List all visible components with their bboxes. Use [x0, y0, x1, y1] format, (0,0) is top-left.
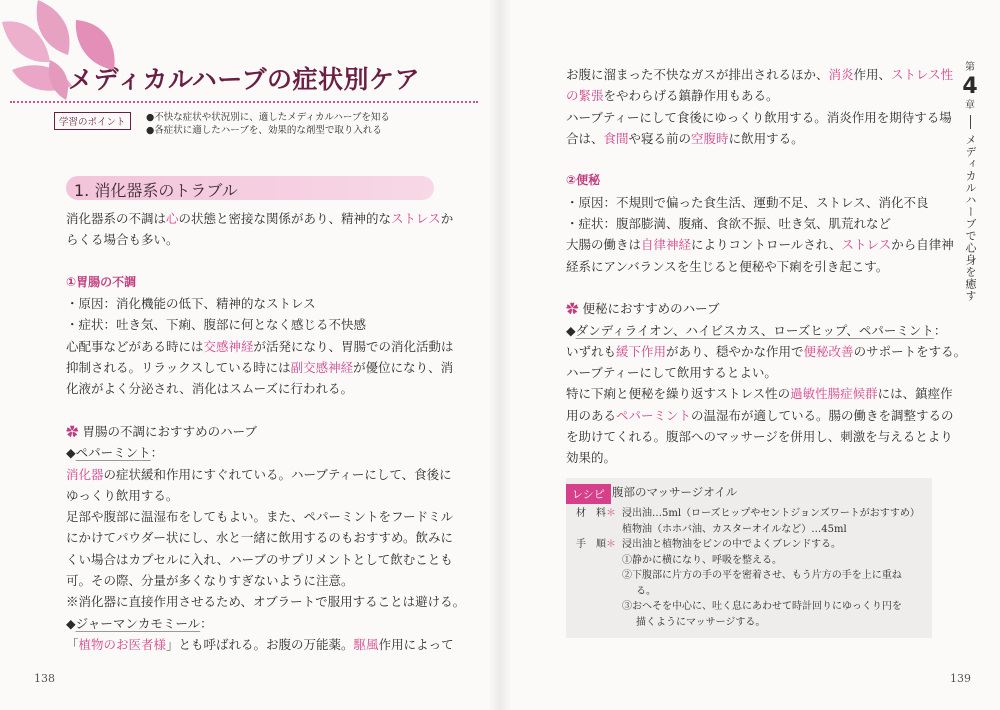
text-line	[66, 591, 465, 612]
continuation-paragraph	[566, 64, 966, 149]
highlight-term: 過敏性腸症候群	[790, 386, 878, 402]
learning-points-list	[146, 111, 390, 137]
highlight-term: 食間	[603, 130, 629, 146]
highlight-term: 副交感神経	[290, 360, 354, 376]
highlight-term: 植物のお医者様	[78, 636, 167, 652]
chapter-tab	[960, 62, 980, 306]
learning-point: ●不快な症状や状況別に、適したメディカルハーブを知る	[146, 112, 390, 123]
text-line	[566, 64, 966, 85]
text-run: のサポートをする。	[853, 343, 967, 359]
text-run: から自律神	[891, 237, 954, 253]
text-line	[66, 570, 465, 591]
text-line	[566, 256, 966, 277]
text-line	[566, 192, 966, 213]
text-run: ◆	[66, 615, 76, 631]
text-line	[566, 213, 966, 234]
text-run: 化液がよく分泌され、消化はスムーズに行われる。	[66, 381, 354, 397]
text-run: が優位になり、消	[353, 360, 454, 376]
stomach-paragraph	[66, 293, 465, 399]
text-run: ハーブティーにして飲用するとよい。	[566, 365, 777, 381]
text-run: 作用によって	[378, 636, 454, 652]
text-run: ・症状：腹部膨満、腹痛、食欲不振、吐き気、肌荒れなど	[566, 216, 892, 232]
step-line: ②下腹部に片方の手の平を密着させ、もう片方の手を上に重ね	[622, 570, 902, 581]
chapter-number: 4	[962, 74, 978, 99]
text-run: の状態と密接な関係があり、精神的な	[178, 211, 392, 226]
intro-paragraph	[66, 208, 465, 251]
text-run: 大腸の働きは	[566, 237, 642, 253]
text-line	[566, 85, 966, 106]
text-line	[566, 362, 966, 383]
highlight-term: 駆風	[353, 636, 379, 652]
title-divider	[10, 101, 478, 103]
section-heading-text: 1. 消化器系のトラブル	[74, 181, 238, 200]
text-run: いずれも	[566, 343, 617, 359]
constipation-herbs-paragraph	[566, 320, 966, 469]
recipe-title: 腹部のマッサージオイル	[612, 485, 738, 499]
herb-subheading	[66, 421, 465, 442]
text-run: に飲用する。	[728, 130, 804, 146]
herb-name: ダンディライオン、ハイビスカス、ローズヒップ、ペパーミント	[575, 322, 934, 338]
text-line	[66, 336, 465, 357]
text-line	[566, 341, 966, 362]
text-run: ：	[200, 615, 213, 631]
text-run: くい場合はカプセルに入れ、ハーブのサプリメントとして飲むことも	[66, 551, 453, 567]
highlight-term: 消化器	[66, 466, 104, 482]
text-run: をやわらげる鎮静作用もある。	[603, 88, 779, 104]
text-line	[66, 314, 465, 335]
highlight-term: ストレス性	[891, 67, 954, 82]
text-run: ：	[150, 445, 164, 461]
material-item: 浸出油…5ml（ローズヒップやセントジョンズワートがおすすめ）	[622, 508, 920, 519]
chapter-dai: 第	[965, 62, 975, 73]
highlight-term: 心	[166, 211, 179, 226]
text-line	[66, 527, 465, 548]
herb-subheading-text: 胃腸の不調におすすめのハーブ	[82, 423, 258, 439]
text-line	[566, 405, 966, 426]
highlight-term: ストレス	[841, 237, 892, 253]
text-line	[66, 293, 465, 314]
text-run: 用のある	[566, 407, 617, 423]
text-run: 合は、	[566, 130, 604, 146]
text-line	[566, 320, 966, 341]
text-line	[66, 357, 465, 378]
text-run: ※消化器に直接作用させるため、オブラートで服用することは避ける。	[66, 594, 466, 610]
text-line	[566, 234, 966, 255]
subheading-stomach: ①胃腸の不調	[66, 274, 137, 289]
text-run: 効果的。	[566, 450, 617, 466]
text-line	[66, 549, 465, 570]
materials-label: 材 料＊	[576, 508, 616, 519]
text-run: の温湿布が適している。腸の働きを調整するの	[691, 407, 954, 423]
text-run: か	[440, 211, 454, 226]
text-run: 可。その際、分量が多くなりすぎないように注意。	[66, 573, 354, 589]
step-line: ③おへそを中心に、吐く息にあわせて時計回りにゆっくり円を	[622, 601, 902, 612]
herb-name: ジャーマンカモミール	[75, 615, 201, 631]
chapter-divider	[970, 115, 971, 129]
text-run: お腹に溜まった不快なガスが排出されるほか、	[566, 67, 829, 82]
text-run: にかけてパウダー状にし、水と一緒に飲用するのもおすすめ。飲みに	[66, 530, 454, 546]
highlight-term: 空腹時	[691, 130, 729, 146]
right-body-text	[566, 64, 966, 469]
text-line	[66, 378, 465, 399]
text-run: 」とも呼ばれる。お腹の万能薬。	[166, 636, 354, 652]
text-line	[66, 613, 465, 634]
stomach-herbs-paragraph	[66, 442, 465, 655]
step-line: る。	[636, 585, 656, 597]
text-run: ゆっくり飲用する。	[66, 487, 179, 503]
learning-points-badge: 学習のポイント	[54, 112, 131, 130]
steps-intro: 浸出油と植物油をビンの中でよくブレンドする。	[622, 539, 842, 550]
recipe-box	[566, 478, 932, 638]
recipe-tag: レシピ	[566, 484, 611, 504]
text-line	[566, 426, 966, 447]
text-run: が活発になり、胃腸での消化活動は	[253, 338, 454, 354]
step-line: 描くようにマッサージする。	[636, 616, 766, 628]
text-run: ・原因：不規則で偏った食生活、運動不足、ストレス、消化不良	[566, 194, 929, 210]
text-run: 経系にアンバランスを生じると便秘や下痢を引き起こす。	[566, 258, 889, 274]
text-run: ◆	[66, 445, 76, 461]
material-item: 植物油（ホホバ油、カスターオイルなど）…45ml	[622, 523, 847, 535]
step-line: ①静かに横になり、呼吸を整える。	[622, 554, 782, 566]
text-run: ・原因：消化機能の低下、精神的なストレス	[66, 296, 316, 312]
text-run: 抑制される。リラックスしている時には	[66, 360, 291, 376]
text-run: ・症状：吐き気、下痢、腹部に何となく感じる不快感	[66, 317, 367, 333]
text-run: や寝る前の	[628, 130, 692, 146]
text-run: 「	[66, 636, 79, 652]
text-line	[66, 485, 465, 506]
highlight-term: ストレス	[391, 211, 441, 226]
highlight-term: 緩下作用	[616, 343, 667, 359]
right-page	[500, 0, 1000, 710]
left-body-text	[66, 208, 465, 655]
text-line	[566, 107, 966, 128]
text-run: ハーブティーにして食後にゆっくり飲用する。消炎作用を期待する場	[566, 109, 952, 125]
text-line	[66, 634, 465, 655]
text-run: 特に下痢と便秘を繰り返すストレス性の	[566, 386, 791, 402]
chapter-sho: 章	[965, 100, 975, 111]
text-run: 作用、	[853, 67, 892, 82]
text-run: らくる場合も多い。	[66, 232, 179, 248]
text-line	[66, 229, 465, 250]
text-line	[566, 447, 966, 468]
highlight-term: ペパーミント	[616, 407, 692, 423]
text-run: によりコントロールされ、	[691, 237, 842, 253]
subheading-constipation: ②便秘	[566, 173, 601, 188]
steps-label: 手 順＊	[576, 539, 616, 550]
text-run: があり、穏やかな作用で	[666, 343, 804, 359]
text-run: の症状緩和作用にすぐれている。ハーブティーにして、食後に	[103, 466, 452, 482]
text-run: ◆	[566, 322, 576, 338]
highlight-term: 自律神経	[641, 237, 692, 253]
text-run: 足部や腹部に温湿布をしてもよい。また、ペパーミントをフードミル	[66, 509, 454, 525]
herb-subheading	[566, 298, 966, 319]
highlight-term: 消炎	[828, 67, 854, 82]
text-line	[66, 506, 465, 527]
learning-point: ●各症状に適したハーブを、効果的な剤型で取り入れる	[146, 125, 382, 136]
flower-icon: ✿	[66, 423, 79, 439]
constipation-paragraph	[566, 192, 966, 277]
chapter-name: メディカルハーブで心身を癒す	[964, 134, 977, 302]
page-number: 139	[950, 672, 971, 685]
highlight-term: の緊張	[566, 88, 604, 104]
page-number: 138	[34, 672, 55, 685]
section-heading	[66, 176, 434, 200]
text-run: 消化器系の不調は	[66, 211, 167, 226]
page-title: メディカルハーブの症状別ケア	[68, 65, 421, 94]
text-line	[66, 464, 465, 485]
text-run: ：	[933, 322, 947, 338]
herb-name: ペパーミント	[75, 445, 151, 461]
text-line	[566, 128, 966, 149]
text-run: には、鎮痙作	[877, 386, 953, 402]
text-run: 心配事などがある時には	[66, 338, 204, 354]
highlight-term: 便秘改善	[803, 343, 854, 359]
flower-icon: ✿	[566, 301, 579, 317]
text-line	[66, 208, 465, 229]
text-line	[66, 442, 465, 463]
text-run: を助けてくれる。腹部へのマッサージを併用し、刺激を与えるとより	[566, 429, 953, 445]
text-line	[566, 383, 966, 404]
highlight-term: 交感神経	[203, 338, 254, 354]
herb-subheading-text: 便秘におすすめのハーブ	[582, 301, 720, 317]
